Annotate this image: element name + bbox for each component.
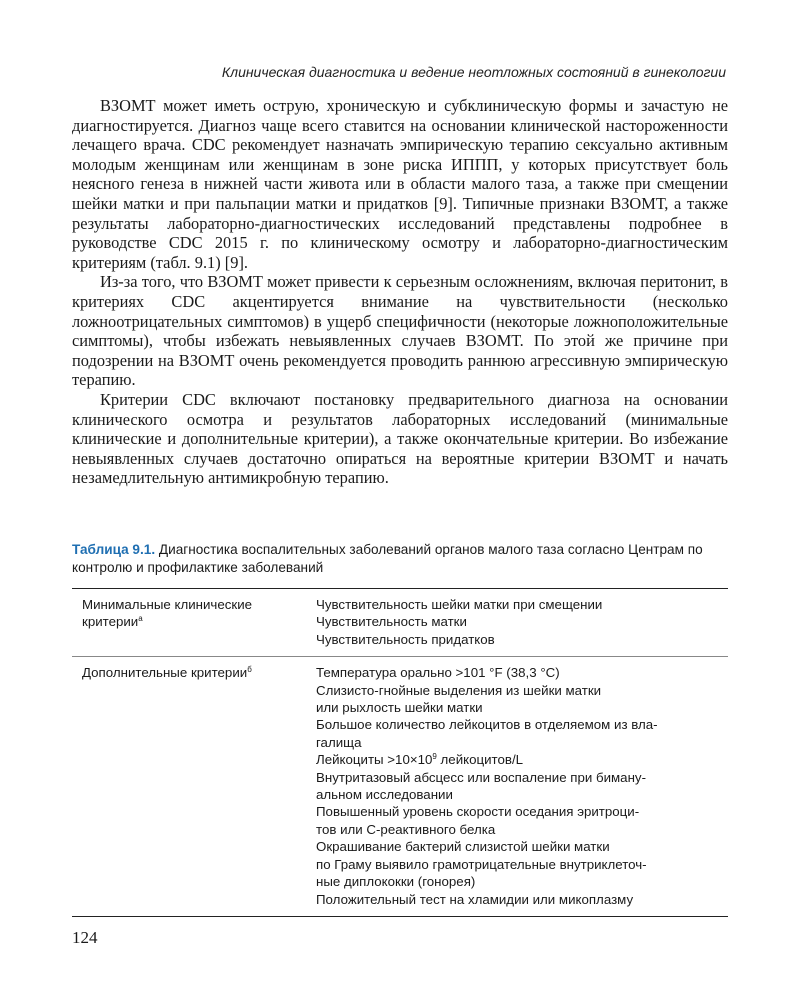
criterion-line: Слизисто-гнойные выделения из шейки матки [316,682,602,698]
criterion-line: альном исследовании [316,787,453,803]
criterion-line: Чувствительность придатков [316,631,495,647]
paragraph: Из-за того, что ВЗОМТ может привести к серьезным осложнениям, включая перитонит, в критериях CDC акцентируется внимание на чувствительности (несколько ложноотрицательных симптомов) в ущерб специфичности (некоторые ложноположительные симптомы), чтобы избежать невыявленных случаев ВЗОМТ. По этой же причине при подозрении на ВЗОМТ очень рекомендуется проводить раннюю агрессивную эмпирическую терапию. [72,272,728,390]
criterion-line: Большое количество лейкоцитов в отделяемом из вла- [316,717,658,733]
table-number: Таблица 9.1. [72,542,156,557]
criterion-line: Повышенный уровень скорости оседания эритроци- [316,804,640,820]
row-label-line: Минимальные клинические [82,597,253,612]
row-label [72,664,316,908]
row-content [316,664,728,908]
paragraph: ВЗОМТ может иметь острую, хроническую и субклиническую формы и зачастую не диагностируется. Диагноз чаще всего ставится на основании клинической настороженности лечащего врача. CDC рекомендует назначать эмпирическую терапию сексуально активным молодым женщинам или женщинам в зоне риска ИППП, у которых присутствует боль неясного генеза в нижней части живота или в области малого таза, а также при смещении шейки матки и при пальпации матки и придатков [9]. Типичные признаки ВЗОМТ, а также результаты лабораторно-диагностических исследований представлены подробнее в руководстве CDC 2015 г. по клиническому осмотру и лабораторно-диагностическим критериям (табл. 9.1) [9]. [72,96,728,272]
criterion-line-leukocytes [316,751,724,768]
table-row-additional [72,656,728,916]
criterion-line: Окрашивание бактерий слизистой шейки матки [316,839,610,855]
footnote-mark: б [247,665,252,675]
table-caption-text: Диагностика воспалительных заболеваний органов малого таза согласно Центрам по контролю и профилактике заболеваний [72,542,703,575]
criterion-line: или рыхлость шейки матки [316,700,483,716]
row-label-line: Дополнительные критерии [82,665,248,681]
paragraph: Критерии CDC включают постановку предварительного диагноза на основании клинического осмотра и результатов лабораторных исследований (минимальные клинические и дополнительные критерии), а также окончательные критерии. Во избежание невыявленных случаев достаточно опираться на вероятные критерии ВЗОМТ и начать незамедлительную антимикробную терапию. [72,389,728,488]
leuko-prefix: Лейкоциты >10×10 [316,752,433,768]
exponent: 9 [432,752,437,762]
table-row-minimal [72,589,728,656]
footnote-mark: а [138,614,143,624]
criteria-table [72,588,728,917]
criterion-line: Внутритазовый абсцесс или воспаление при биману- [316,769,647,785]
criterion-line: Температура орально >101 °F (38,3 °C) [316,665,560,681]
criterion-line: галища [316,734,362,750]
criterion-line: ные диплококки (гонорея) [316,874,476,890]
row-label-line: критерии [82,614,139,630]
criterion-line: Чувствительность шейки матки при смещении [316,597,603,612]
table-caption [72,541,728,577]
running-header: Клиническая диагностика и ведение неотложных состояний в гинекологии [221,64,726,80]
page-number: 124 [72,928,98,947]
criterion-line: Положительный тест на хламидии или микоплазму [316,891,634,907]
body-text [72,96,728,488]
criterion-line: по Граму выявило грамотрицательные внутриклеточ- [316,856,647,872]
leuko-suffix: лейкоцитов/L [436,752,524,768]
row-label [72,596,316,648]
row-content [316,596,728,648]
criterion-line: тов или C-реактивного белка [316,821,496,837]
criterion-line: Чувствительность матки [316,614,467,630]
